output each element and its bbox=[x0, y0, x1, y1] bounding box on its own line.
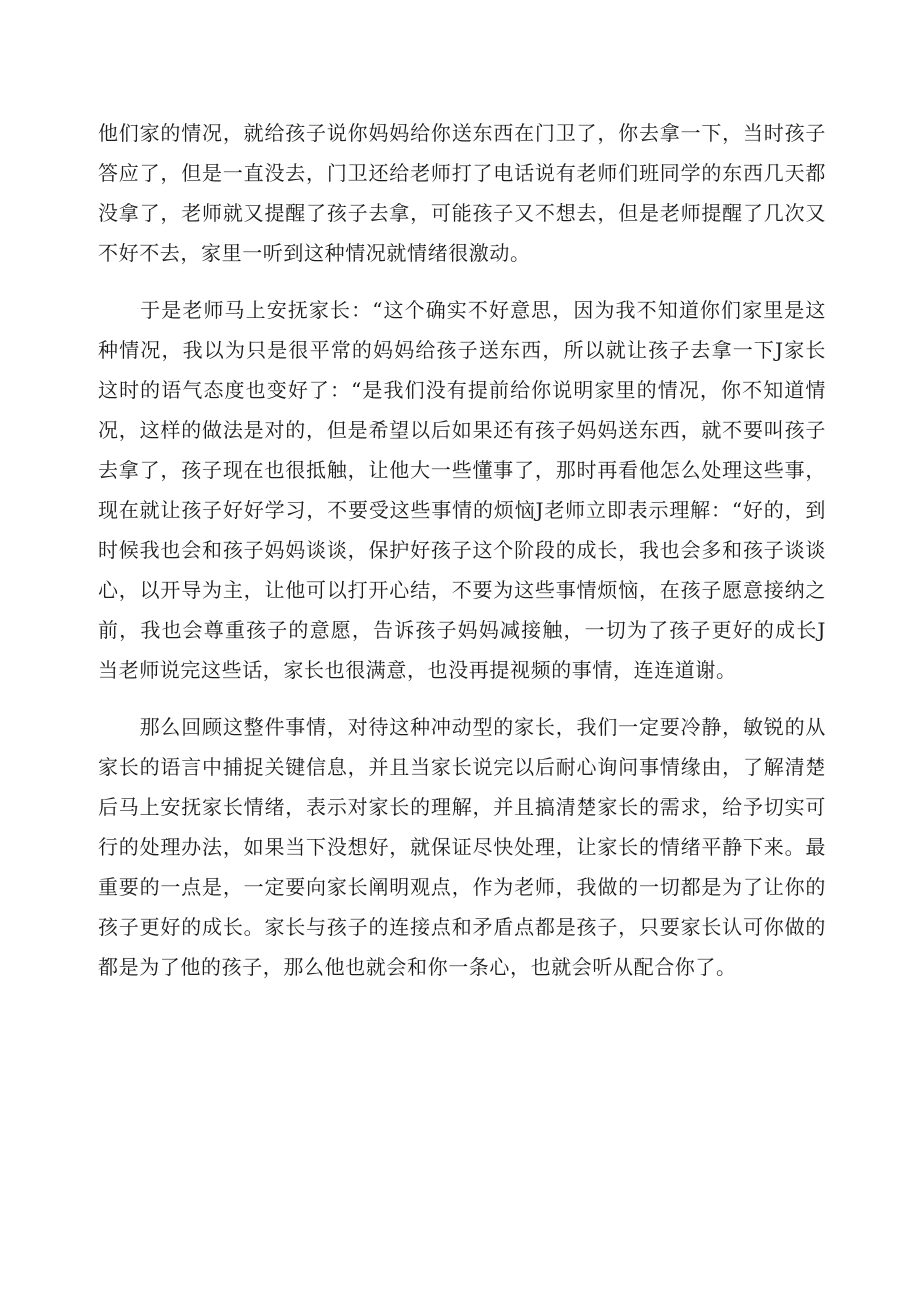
paragraph-3: 那么回顾这整件事情，对待这种冲动型的家长，我们一定要冷静，敏锐的从家长的语言中捕捉关键信息，并且当家长说完以后耐心询问事情缘由，了解清楚后马上安抚家长情绪，表示对家长的理解，并且搞清楚家长的需求，给予切实可行的处理办法，如果当下没想好，就保证尽快处理，让家长的情绪平静下来。最重要的一点是，一定要向家长阐明观点，作为老师，我做的一切都是为了让你的孩子更好的成长。家长与孩子的连接点和矛盾点都是孩子，只要家长认可你做的都是为了他的孩子，那么他也就会和你一条心，也就会听从配合你了。 bbox=[98, 715, 826, 979]
paragraph-2: 于是老师马上安抚家长：“这个确实不好意思，因为我不知道你们家里是这种情况，我以为只是很平常的妈妈给孩子送东西，所以就让孩子去拿一下J家长这时的语气态度也变好了：“是我们没有提前给你说明家里的情况，你不知道情况，这样的做法是对的，但是希望以后如果还有孩子妈妈送东西，就不要叫孩子去拿了，孩子现在也很抵触，让他大一些懂事了，那时再看他怎么处理这些事，现在就让孩子好好学习，不要受这些事情的烦恼J老师立即表示理解：“好的，到时候我也会和孩子妈妈谈谈，保护好孩子这个阶段的成长，我也会多和孩子谈谈心，以开导为主，让他可以打开心结，不要为这些事情烦恼，在孩子愿意接纳之前，我也会尊重孩子的意愿，告诉孩子妈妈减接触，一切为了孩子更好的成长J当老师说完这些话，家长也很满意，也没再提视频的事情，连连道谢。 bbox=[98, 298, 826, 682]
paragraph-1: 他们家的情况，就给孩子说你妈妈给你送东西在门卫了，你去拿一下，当时孩子答应了，但是一直没去，门卫还给老师打了电话说有老师们班同学的东西几天都没拿了，老师就又提醒了孩子去拿，可能孩子又不想去，但是老师提醒了几次又不好不去，家里一听到这种情况就情绪很激动。 bbox=[98, 121, 826, 265]
document-body bbox=[98, 113, 826, 987]
